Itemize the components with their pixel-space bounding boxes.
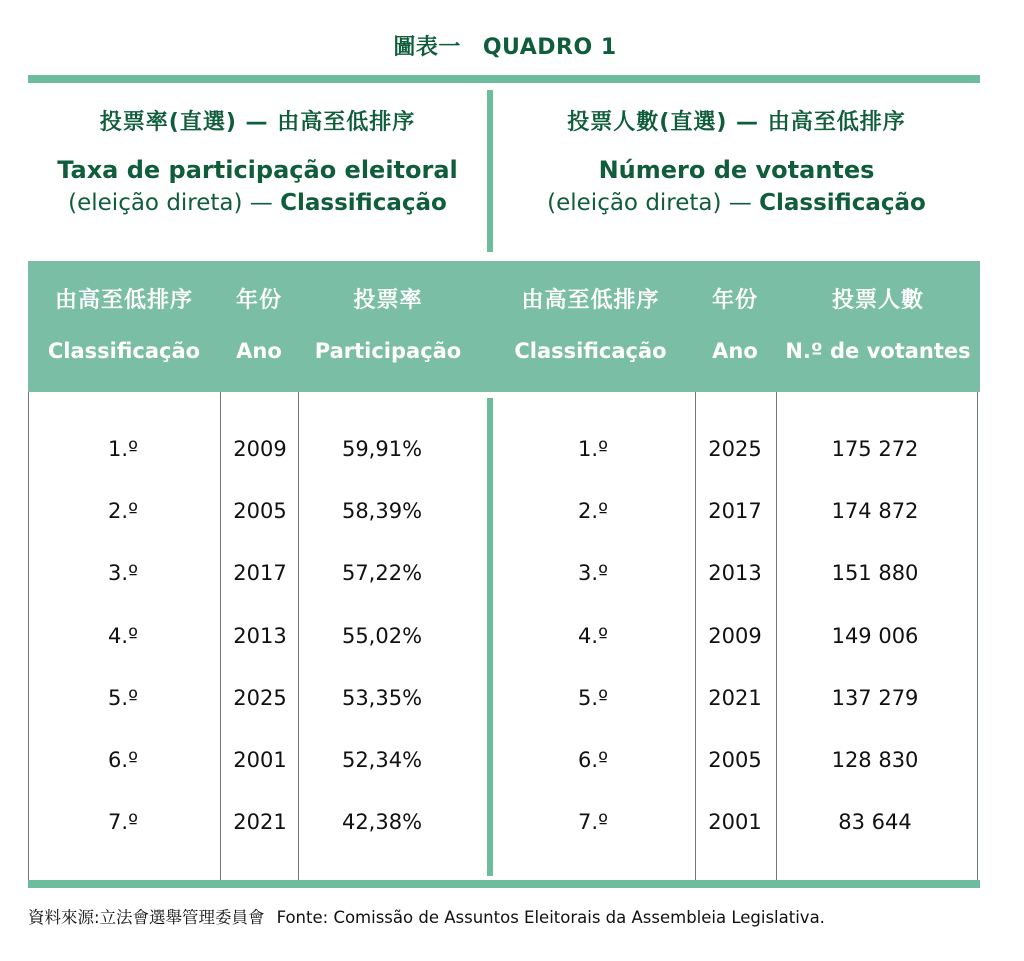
- cell-year-right: 2001: [708, 810, 762, 834]
- column-divider: [220, 392, 221, 880]
- header-year-right: [695, 261, 775, 392]
- table-header: [28, 261, 980, 392]
- cell-participation: 55,02%: [341, 624, 423, 648]
- title-pt: QUADRO 1: [482, 35, 617, 60]
- cell-participation: 53,35%: [341, 686, 423, 710]
- right-sub-plain: (eleição direta) —: [547, 190, 760, 216]
- cell-voters: 151 880: [831, 561, 919, 585]
- cell-year-left: 2025: [233, 686, 287, 710]
- cell-rank-left: 6.º: [108, 748, 138, 772]
- cell-year-right: 2017: [708, 499, 762, 523]
- header-label-pt: Ano: [712, 339, 758, 363]
- right-panel-heading: [493, 108, 980, 220]
- left-heading-sub: [28, 187, 487, 220]
- right-heading-pt: Número de votantes: [598, 156, 875, 184]
- cell-voters: 83 644: [838, 810, 912, 834]
- header-label-zh: 投票率: [353, 288, 423, 313]
- header-label-pt: Classificação: [514, 339, 667, 363]
- right-sub-bold: Classificação: [759, 190, 926, 216]
- cell-rank-left: 3.º: [108, 561, 138, 585]
- cell-voters: 128 830: [831, 748, 919, 772]
- left-heading-pt: Taxa de participação eleitoral: [57, 156, 458, 184]
- header-voters: [778, 261, 978, 392]
- cell-year-right: 2021: [708, 686, 762, 710]
- cell-participation: 58,39%: [341, 499, 423, 523]
- header-label-zh: 由高至低排序: [521, 288, 660, 313]
- header-participation: [298, 261, 478, 392]
- right-heading-zh: 投票人數(直選) — 由高至低排序: [567, 110, 906, 135]
- header-rank-right: [493, 261, 688, 392]
- cell-rank-left: 5.º: [108, 686, 138, 710]
- left-sub-plain: (eleição direta) —: [68, 190, 281, 216]
- cell-rank-right: 3.º: [578, 561, 608, 585]
- cell-year-left: 2021: [233, 810, 287, 834]
- title-zh: 圖表一: [393, 35, 461, 60]
- header-label-pt: N.º de votantes: [785, 339, 971, 363]
- column-divider: [776, 392, 777, 880]
- header-label-zh: 投票人數: [831, 288, 924, 313]
- cell-voters: 137 279: [831, 686, 919, 710]
- cell-year-left: 2009: [233, 437, 287, 461]
- header-rank-left: [28, 261, 220, 392]
- cell-rank-left: 2.º: [108, 499, 138, 523]
- cell-rank-right: 6.º: [578, 748, 608, 772]
- header-label-pt: Ano: [236, 339, 282, 363]
- header-label-pt: Participação: [314, 339, 462, 363]
- left-panel-heading: [28, 108, 487, 220]
- header-label-zh: 年份: [235, 288, 282, 313]
- cell-participation: 42,38%: [341, 810, 423, 834]
- cell-year-left: 2017: [233, 561, 287, 585]
- cell-rank-right: 1.º: [578, 437, 608, 461]
- cell-rank-right: 5.º: [578, 686, 608, 710]
- cell-participation: 57,22%: [341, 561, 423, 585]
- cell-rank-right: 4.º: [578, 624, 608, 648]
- cell-rank-left: 1.º: [108, 437, 138, 461]
- cell-voters: 174 872: [831, 499, 919, 523]
- cell-voters: 149 006: [831, 624, 919, 648]
- top-rule: [28, 75, 980, 83]
- header-label-zh: 由高至低排序: [54, 288, 193, 313]
- source-zh: 資料來源:立法會選舉管理委員會: [28, 908, 265, 927]
- header-year-left: [220, 261, 298, 392]
- cell-rank-right: 2.º: [578, 499, 608, 523]
- cell-participation: 52,34%: [341, 748, 423, 772]
- header-label-pt: Classificação: [47, 339, 201, 363]
- source-pt: Fonte: Comissão de Assuntos Eleitorais da Assembleia Legislativa.: [276, 908, 825, 927]
- cell-voters: 175 272: [831, 437, 919, 461]
- page-title: [0, 30, 1010, 61]
- source-note: [28, 904, 825, 928]
- left-heading-zh: 投票率(直選) — 由高至低排序: [99, 110, 416, 135]
- cell-year-left: 2001: [233, 748, 287, 772]
- cell-year-right: 2005: [708, 748, 762, 772]
- column-divider: [695, 392, 696, 880]
- cell-year-left: 2005: [233, 499, 287, 523]
- cell-year-right: 2025: [708, 437, 762, 461]
- cell-rank-left: 4.º: [108, 624, 138, 648]
- table-center-divider: [487, 398, 493, 876]
- column-divider: [298, 392, 299, 880]
- cell-year-right: 2013: [708, 561, 762, 585]
- left-sub-bold: Classificação: [280, 190, 447, 216]
- header-label-zh: 年份: [711, 288, 758, 313]
- cell-rank-left: 7.º: [108, 810, 138, 834]
- bottom-rule: [28, 880, 980, 888]
- cell-rank-right: 7.º: [578, 810, 608, 834]
- cell-participation: 59,91%: [341, 437, 423, 461]
- cell-year-left: 2013: [233, 624, 287, 648]
- right-heading-sub: [493, 187, 980, 220]
- cell-year-right: 2009: [708, 624, 762, 648]
